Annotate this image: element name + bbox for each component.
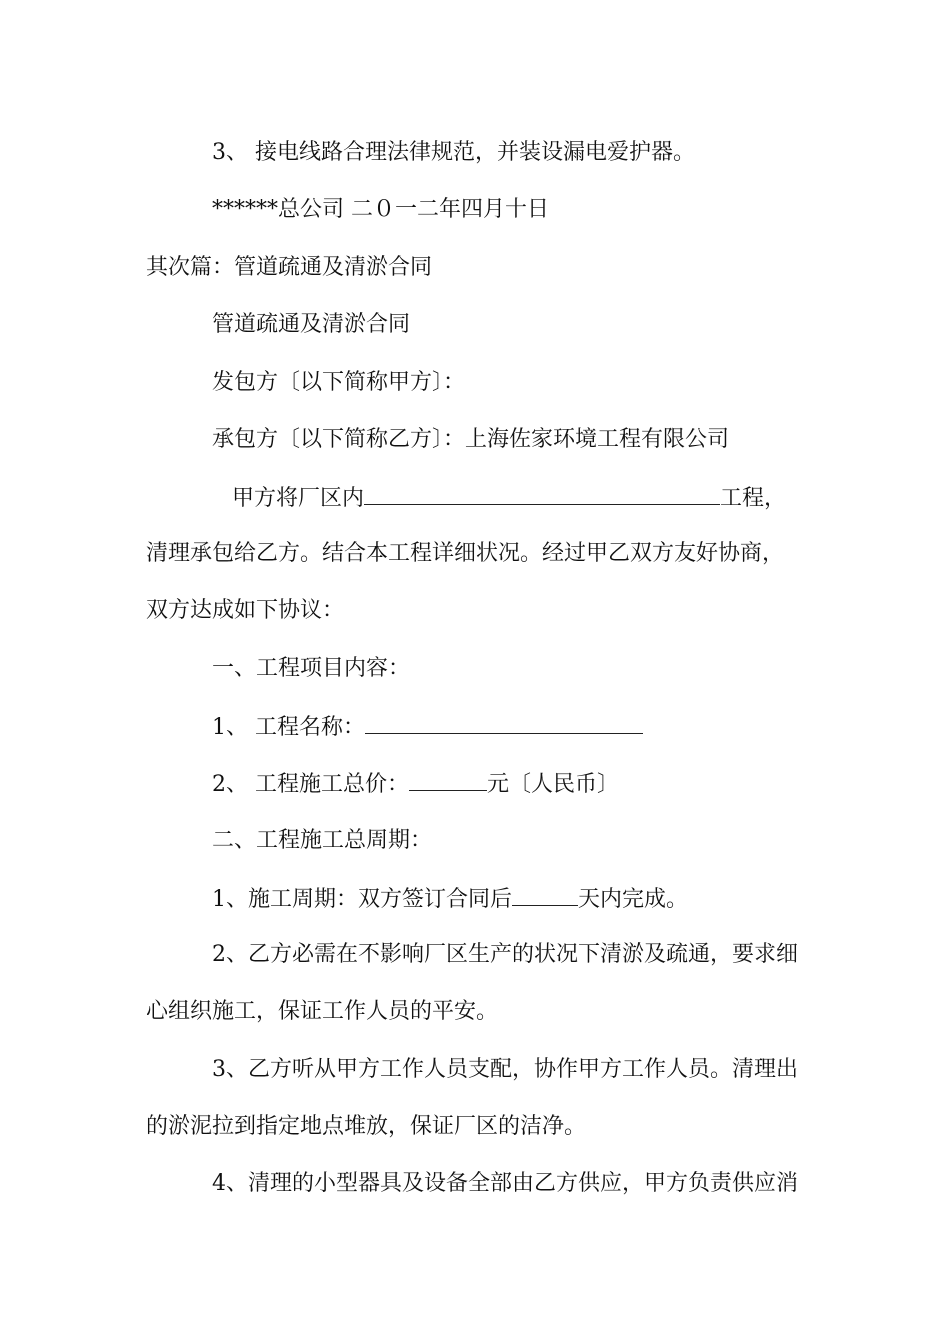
clause-line: 心组织施工，保证工作人员的平安。 bbox=[146, 999, 499, 1024]
paragraph-text: 甲方将厂区内 bbox=[232, 486, 365, 511]
clause-heading: 二、工程施工总周期： bbox=[212, 828, 433, 853]
party-b-line: 承包方〔以下简称乙方〕：上海佐家环境工程有限公司 bbox=[212, 427, 730, 452]
section-heading: 其次篇：管道疏通及清淤合同 bbox=[146, 255, 433, 280]
paragraph-line: 清理承包给乙方。结合本工程详细状况。经过甲乙双方友好协商， bbox=[146, 541, 785, 566]
fill-in-blank bbox=[364, 482, 720, 505]
clause-line bbox=[212, 883, 688, 915]
paragraph-line bbox=[232, 482, 786, 514]
clause-text: 1、施工周期：双方签订合同后 bbox=[212, 887, 512, 912]
paragraph-text: 工程， bbox=[720, 486, 787, 511]
clause-line bbox=[212, 768, 619, 800]
clause-line: 3、乙方听从甲方工作人员支配，协作甲方工作人员。清理出 bbox=[212, 1057, 798, 1082]
clause-heading: 一、工程项目内容： bbox=[212, 656, 411, 681]
party-a-line: 发包方〔以下简称甲方〕： bbox=[212, 370, 466, 395]
fill-in-blank bbox=[409, 768, 487, 791]
clause-text: 元〔人民币〕 bbox=[487, 772, 620, 797]
paragraph-line: 3、 接电线路合理法律规范，并装设漏电爱护器。 bbox=[212, 140, 695, 165]
paragraph-line: 双方达成如下协议： bbox=[146, 598, 345, 623]
clause-line bbox=[212, 711, 643, 743]
clause-line: 的淤泥拉到指定地点堆放，保证厂区的洁净。 bbox=[146, 1114, 587, 1139]
clause-line: 2、乙方必需在不影响厂区生产的状况下清淤及疏通，要求细 bbox=[212, 942, 798, 967]
clause-text: 天内完成。 bbox=[578, 887, 689, 912]
fill-in-blank bbox=[365, 711, 643, 734]
contract-title: 管道疏通及清淤合同 bbox=[212, 312, 411, 337]
clause-line: 4、清理的小型器具及设备全部由乙方供应，甲方负责供应消 bbox=[212, 1171, 798, 1196]
signature-line: ******总公司 二０一二年四月十日 bbox=[212, 197, 549, 222]
fill-in-blank bbox=[512, 883, 578, 906]
clause-text: 2、 工程施工总价： bbox=[212, 772, 409, 797]
clause-text: 1、 工程名称： bbox=[212, 715, 365, 740]
